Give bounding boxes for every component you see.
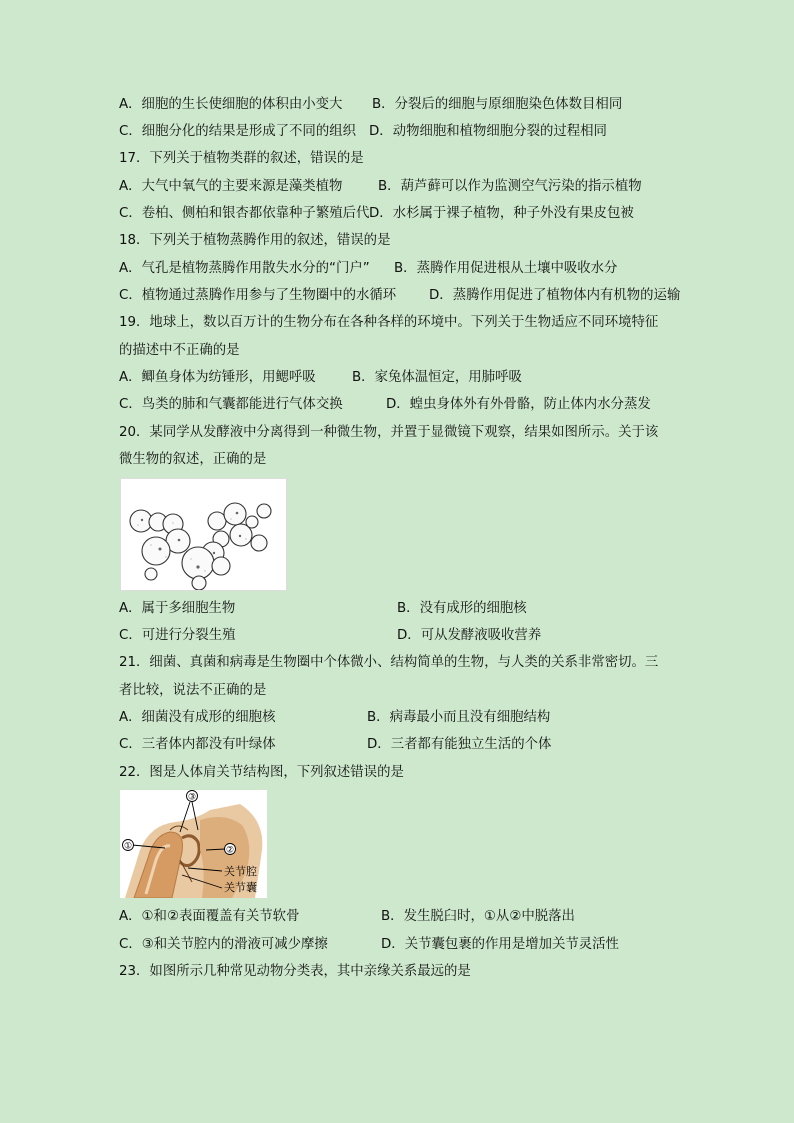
- q16-option-d: D．动物细胞和植物细胞分裂的过程相同: [369, 124, 607, 139]
- q19-stem-line2: 的描述中不正确的是: [119, 343, 240, 358]
- q20-stem-line2: 微生物的叙述，正确的是: [119, 452, 267, 467]
- q17-stem: 17．下列关于植物类群的叙述，错误的是: [119, 151, 364, 166]
- q18-stem: 18．下列关于植物蒸腾作用的叙述，错误的是: [119, 233, 391, 248]
- q16-option-c: C．细胞分化的结果是形成了不同的组织: [119, 124, 356, 139]
- q21-option-b: B．病毒最小而且没有细胞结构: [367, 710, 551, 725]
- q20-option-b: B．没有成形的细胞核: [397, 601, 527, 616]
- q17-option-c: C．卷柏、侧柏和银杏都依靠种子繁殖后代: [119, 206, 370, 221]
- label-joint-cavity: 关节腔: [224, 865, 257, 878]
- q21-option-a: A．细菌没有成形的细胞核: [119, 710, 276, 725]
- q22-option-b: B．发生脱臼时，①从②中脱落出: [381, 909, 575, 924]
- q19-option-c: C．鸟类的肺和气囊都能进行气体交换: [119, 397, 343, 412]
- q20-option-c: C．可进行分裂生殖: [119, 628, 236, 643]
- yeast-cells-drawing: [121, 479, 286, 590]
- q21-stem-line1: 21．细菌、真菌和病毒是生物圈中个体微小、结构简单的生物，与人类的关系非常密切。三: [119, 655, 659, 670]
- q18-option-b: B．蒸腾作用促进根从土壤中吸收水分: [394, 261, 618, 276]
- q19-stem-line1: 19．地球上，数以百万计的生物分布在各种各样的环境中。下列关于生物适应不同环境特征: [119, 315, 659, 330]
- q22-option-d: D．关节囊包裹的作用是增加关节灵活性: [381, 937, 619, 952]
- q22-option-c: C．③和关节腔内的滑液可减少摩擦: [119, 937, 328, 952]
- q17-option-a: A．大气中氧气的主要来源是藻类植物: [119, 179, 343, 194]
- q20-stem-line1: 20．某同学从发酵液中分离得到一种微生物，并置于显微镜下观察，结果如图所示。关于该: [119, 425, 659, 440]
- q21-option-d: D．三者都有能独立生活的个体: [367, 737, 552, 752]
- q20-option-a: A．属于多细胞生物: [119, 601, 236, 616]
- q19-option-a: A．鲫鱼身体为纺锤形，用鳃呼吸: [119, 370, 316, 385]
- label-1: ①: [123, 841, 133, 852]
- shoulder-joint-figure: [120, 790, 267, 898]
- q17-option-d: D．水杉属于裸子植物，种子外没有果皮包被: [369, 206, 634, 221]
- label-joint-capsule: 关节囊: [224, 881, 257, 894]
- q19-option-d: D．蝗虫身体外有外骨骼，防止体内水分蒸发: [386, 397, 651, 412]
- q18-option-a: A．气孔是植物蒸腾作用散失水分的“门户”: [119, 261, 370, 276]
- q18-option-d: D．蒸腾作用促进了植物体内有机物的运输: [429, 288, 681, 303]
- label-2: ②: [225, 845, 235, 856]
- q18-option-c: C．植物通过蒸腾作用参与了生物圈中的水循环: [119, 288, 397, 303]
- label-3: ③: [187, 792, 197, 803]
- q16-option-a: A．细胞的生长使细胞的体积由小变大: [119, 97, 343, 112]
- shoulder-joint-drawing: [120, 790, 267, 898]
- q20-option-d: D．可从发酵液吸收营养: [397, 628, 542, 643]
- q19-option-b: B．家兔体温恒定，用肺呼吸: [352, 370, 522, 385]
- q16-option-b: B．分裂后的细胞与原细胞染色体数目相同: [372, 97, 623, 112]
- q21-option-c: C．三者体内都没有叶绿体: [119, 737, 276, 752]
- q17-option-b: B．葫芦藓可以作为监测空气污染的指示植物: [378, 179, 642, 194]
- q22-stem: 22．图是人体肩关节结构图，下列叙述错误的是: [119, 765, 404, 780]
- q21-stem-line2: 者比较，说法不正确的是: [119, 683, 267, 698]
- q23-stem: 23．如图所示几种常见动物分类表，其中亲缘关系最远的是: [119, 964, 471, 979]
- yeast-micrograph-figure: [120, 478, 287, 591]
- q22-option-a: A．①和②表面覆盖有关节软骨: [119, 909, 300, 924]
